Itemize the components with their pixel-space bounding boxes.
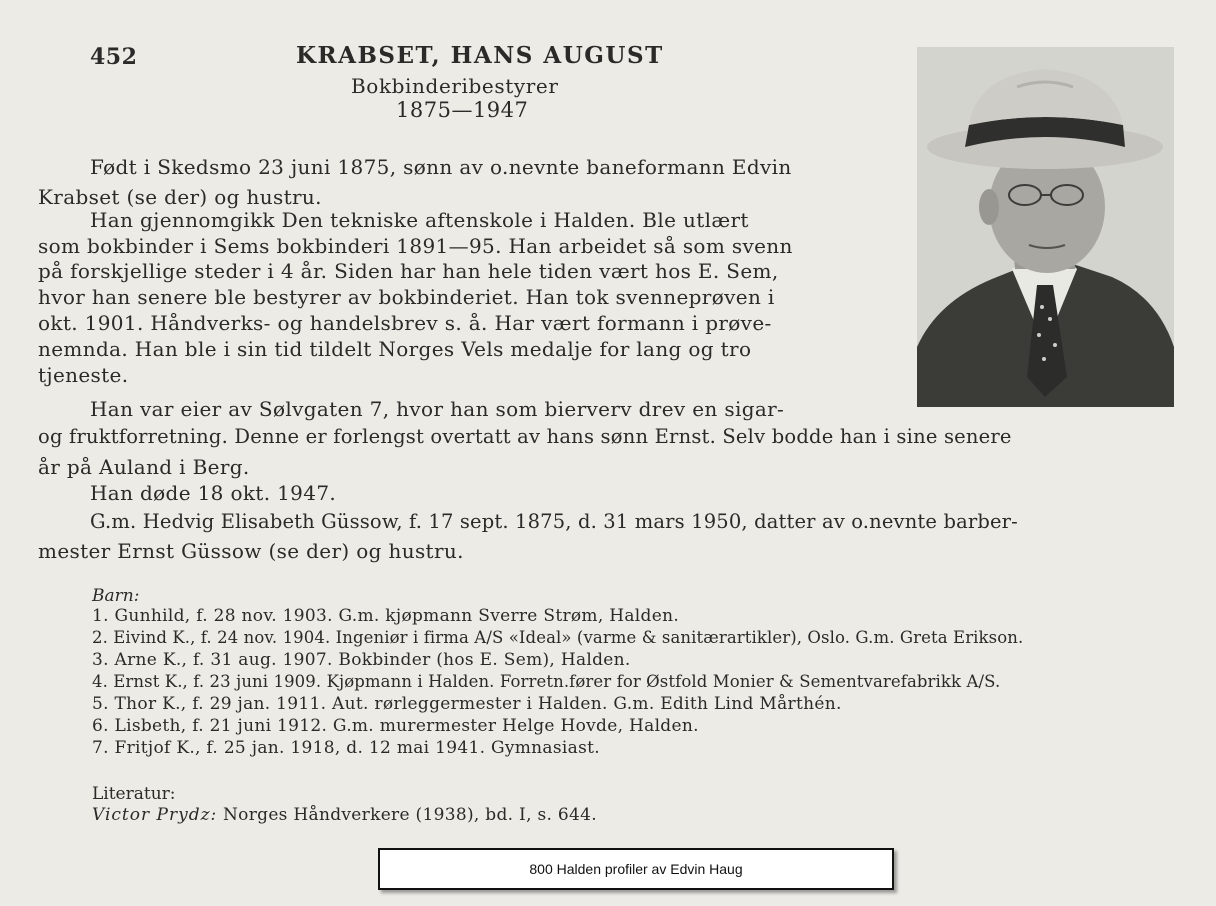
body-line: på forskjellige steder i 4 år. Siden har han hele tiden vært hos E. Sem,: [38, 259, 779, 283]
body-line: Han døde 18 okt. 1947.: [90, 481, 337, 505]
life-years: 1875—1947: [396, 98, 529, 122]
body-line: år på Auland i Berg.: [38, 455, 250, 479]
body-line: Han var eier av Sølvgaten 7, hvor han som bierverv drev en sigar-: [90, 397, 785, 421]
list-item: 6. Lisbeth, f. 21 juni 1912. G.m. murermester Helge Hovde, Halden.: [92, 716, 699, 736]
page-number: 452: [90, 44, 138, 70]
literature-entry: [92, 805, 597, 825]
body-line: okt. 1901. Håndverks- og handelsbrev s. å. Har vært formann i prøve-: [38, 311, 772, 335]
body-line: Krabset (se der) og hustru.: [38, 185, 322, 209]
body-line: nemnda. Han ble i sin tid tildelt Norges Vels medalje for lang og tro: [38, 337, 752, 361]
list-item: 5. Thor K., f. 29 jan. 1911. Aut. rørleggermester i Halden. G.m. Edith Lind Mårthén.: [92, 694, 842, 714]
body-line: G.m. Hedvig Elisabeth Güssow, f. 17 sept. 1875, d. 31 mars 1950, datter av o.nevnte barber-: [90, 510, 1018, 533]
list-item: 4. Ernst K., f. 23 juni 1909. Kjøpmann i Halden. Forretn.fører for Østfold Monier & Sementvarefabrikk A/S.: [92, 672, 1001, 691]
literature-author: Victor Prydz:: [92, 805, 218, 825]
list-item: 3. Arne K., f. 31 aug. 1907. Bokbinder (hos E. Sem), Halden.: [92, 650, 631, 670]
list-item: 7. Fritjof K., f. 25 jan. 1918, d. 12 mai 1941. Gymnasiast.: [92, 738, 600, 758]
body-line: Han gjennomgikk Den tekniske aftenskole i Halden. Ble utlært: [90, 208, 749, 232]
literature-reference: Norges Håndverkere (1938), bd. I, s. 644.: [223, 805, 597, 825]
body-line: hvor han senere ble bestyrer av bokbinderiet. Han tok svenneprøven i: [38, 285, 775, 309]
body-line: og fruktforretning. Denne er forlengst overtatt av hans sønn Ernst. Selv bodde han i sine senere: [38, 425, 1012, 448]
literature-heading: Literatur:: [92, 784, 176, 804]
person-name: KRABSET, HANS AUGUST: [296, 42, 664, 69]
body-line: mester Ernst Güssow (se der) og hustru.: [38, 539, 464, 563]
body-line: tjeneste.: [38, 363, 129, 387]
caption-box: 800 Halden profiler av Edvin Haug: [378, 848, 894, 890]
body-line: Født i Skedsmo 23 juni 1875, sønn av o.nevnte baneformann Edvin: [90, 155, 792, 179]
children-heading: Barn:: [92, 586, 140, 606]
body-line: som bokbinder i Sems bokbinderi 1891—95. Han arbeidet så som svenn: [38, 234, 793, 258]
portrait-photo: [917, 47, 1174, 407]
list-item: 1. Gunhild, f. 28 nov. 1903. G.m. kjøpmann Sverre Strøm, Halden.: [92, 606, 680, 626]
list-item: 2. Eivind K., f. 24 nov. 1904. Ingeniør i firma A/S «Ideal» (varme & sanitærartikler), Oslo. G.m. Greta Erikson.: [92, 628, 1024, 647]
occupation: Bokbinderibestyrer: [351, 74, 559, 98]
